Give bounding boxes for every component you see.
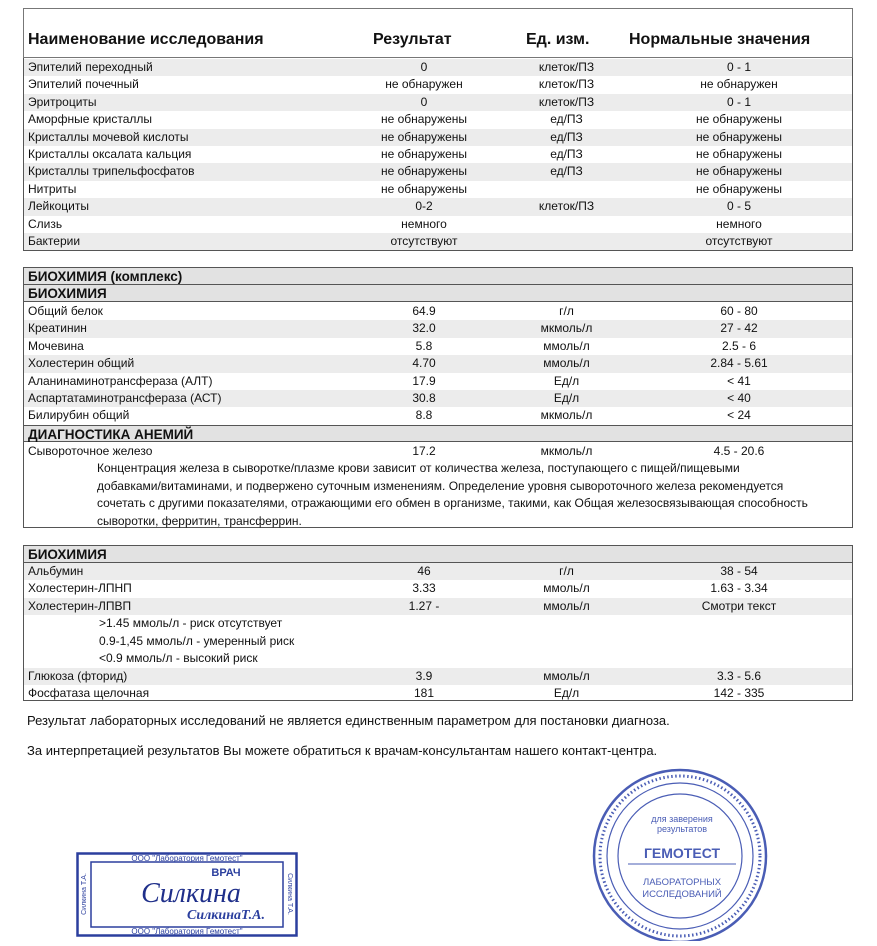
test-unit: мкмоль/л bbox=[540, 443, 593, 458]
round-stamp-line4: ИССЛЕДОВАНИЙ bbox=[642, 889, 722, 900]
test-norm: 0 - 5 bbox=[726, 199, 751, 214]
test-norm: 3.3 - 5.6 bbox=[716, 668, 762, 683]
hdl-risk-note: 0.9-1,45 ммоль/л - умеренный риск bbox=[99, 633, 295, 648]
table-row bbox=[24, 685, 852, 702]
test-name: Лейкоциты bbox=[28, 199, 90, 214]
test-name: Мочевина bbox=[28, 338, 84, 353]
test-name: Аспартатаминотрансфераза (АСТ) bbox=[28, 391, 222, 405]
test-result: 0-2 bbox=[415, 199, 433, 214]
round-stamp-brand: ГЕМОТЕСТ bbox=[643, 845, 721, 861]
footer-line-2: За интерпретацией результатов Вы можете обратиться к врачам-консультантам нашего контакт-центра. bbox=[27, 743, 658, 758]
test-norm: 27 - 42 bbox=[720, 321, 758, 336]
table-row bbox=[24, 59, 852, 76]
anemia-note-line: сыворотки, ферритин, трансферрин. bbox=[97, 513, 302, 528]
urine-table bbox=[23, 58, 853, 251]
table-row bbox=[24, 181, 852, 198]
test-result: 3.9 bbox=[415, 668, 433, 683]
table-row bbox=[24, 111, 852, 128]
round-stamp-line3: ЛАБОРАТОРНЫХ bbox=[642, 877, 722, 888]
table-row bbox=[24, 163, 852, 180]
lab-round-stamp bbox=[590, 766, 770, 941]
test-unit: Ед/л bbox=[553, 373, 580, 388]
test-result: 4.70 bbox=[412, 356, 436, 371]
test-unit: ммоль/л bbox=[543, 598, 590, 613]
table-row bbox=[24, 443, 852, 460]
test-norm: 2.5 - 6 bbox=[721, 338, 757, 353]
doctor-stamp-bottom: ООО "Лаборатория Гемотест" bbox=[131, 927, 243, 936]
doctor-stamp-side-right: Силкина Т.А. bbox=[286, 873, 293, 915]
test-result: 0 bbox=[420, 94, 428, 109]
test-norm: не обнаружены bbox=[695, 112, 783, 127]
test-unit: ммоль/л bbox=[543, 581, 590, 596]
header-unit: Ед. изм. bbox=[526, 31, 590, 48]
test-unit: ед/ПЗ bbox=[550, 164, 583, 179]
test-norm: 0 - 1 bbox=[726, 94, 751, 109]
test-result: отсутствуют bbox=[390, 234, 458, 248]
test-name: Бактерии bbox=[28, 234, 81, 248]
round-stamp-line1: для заверения bbox=[651, 814, 713, 824]
test-name: Холестерин-ЛПНП bbox=[28, 581, 132, 596]
table-row bbox=[24, 355, 852, 372]
test-unit: ед/ПЗ bbox=[550, 112, 583, 127]
biochemistry-title: БИОХИМИЯ bbox=[24, 285, 852, 302]
test-norm: 142 - 335 bbox=[713, 686, 765, 701]
table-row bbox=[24, 94, 852, 111]
test-result: 5.8 bbox=[415, 338, 433, 353]
test-name: Общий белок bbox=[28, 304, 103, 318]
test-norm: < 40 bbox=[727, 391, 751, 405]
test-norm: < 24 bbox=[727, 408, 751, 423]
test-unit: ед/ПЗ bbox=[550, 129, 583, 144]
test-result: 3.33 bbox=[412, 581, 436, 596]
test-result: не обнаружены bbox=[380, 112, 468, 127]
hdl-risk-note: <0.9 ммоль/л - высокий риск bbox=[99, 651, 258, 666]
test-result: 1.27 - bbox=[408, 598, 440, 613]
test-result: 30.8 bbox=[412, 391, 436, 405]
table-row bbox=[24, 580, 852, 597]
test-result: 32.0 bbox=[412, 321, 436, 336]
test-norm: Смотри текст bbox=[701, 598, 777, 613]
test-name: Эпителий почечный bbox=[28, 77, 139, 92]
test-unit: Ед/л bbox=[553, 391, 580, 405]
table-row bbox=[24, 598, 852, 615]
biochemistry-complex-title: БИОХИМИЯ (комплекс) bbox=[24, 268, 852, 285]
test-norm: 1.63 - 3.34 bbox=[710, 581, 768, 596]
test-name: Альбумин bbox=[28, 564, 84, 578]
test-result: 0 bbox=[420, 60, 428, 74]
test-norm: 2.84 - 5.61 bbox=[710, 356, 768, 371]
test-unit: клеток/ПЗ bbox=[538, 94, 595, 109]
test-result: 17.2 bbox=[412, 443, 436, 458]
test-norm: 0 - 1 bbox=[726, 60, 751, 74]
test-name: Эпителий переходный bbox=[28, 60, 153, 74]
anemia-note-line: добавками/витаминами, и подвержено суточным изменениям. Определение уровня сывороточного железа рекомендуется bbox=[97, 478, 784, 493]
test-norm: не обнаружен bbox=[700, 77, 778, 92]
table-row bbox=[24, 373, 852, 390]
table-row bbox=[24, 146, 852, 163]
test-unit: ммоль/л bbox=[543, 356, 590, 371]
test-result: 46 bbox=[417, 564, 431, 578]
table-row bbox=[24, 303, 852, 320]
test-result: немного bbox=[401, 216, 447, 231]
biochemistry-complex-section bbox=[23, 267, 853, 528]
test-result: не обнаружены bbox=[380, 147, 468, 161]
biochemistry-title-2: БИОХИМИЯ bbox=[24, 546, 852, 563]
anemia-note-line: Концентрация железа в сыворотке/плазме крови зависит от количества железа, поступающего с пищей/пищевыми bbox=[97, 461, 740, 476]
header-result: Результат bbox=[373, 31, 452, 48]
lab-round-stamp-graphic bbox=[590, 766, 770, 941]
anemia-diagnostics-title: ДИАГНОСТИКА АНЕМИЙ bbox=[24, 425, 852, 442]
test-name: Фосфатаза щелочная bbox=[28, 686, 150, 701]
header-name: Наименование исследования bbox=[28, 31, 264, 48]
test-norm: 4.5 - 20.6 bbox=[713, 443, 765, 458]
table-row bbox=[24, 233, 852, 250]
test-norm: 60 - 80 bbox=[720, 304, 758, 318]
table-row bbox=[24, 407, 852, 424]
test-name: Аморфные кристаллы bbox=[28, 112, 153, 127]
test-unit: ед/ПЗ bbox=[550, 147, 583, 161]
test-name: Кристаллы мочевой кислоты bbox=[28, 129, 189, 144]
header-box bbox=[23, 8, 853, 58]
table-row bbox=[24, 76, 852, 93]
test-norm: отсутствуют bbox=[705, 234, 773, 248]
test-name: Слизь bbox=[28, 216, 63, 231]
test-name: Эритроциты bbox=[28, 94, 97, 109]
doctor-signature: Силкина bbox=[141, 878, 241, 909]
test-norm: не обнаружены bbox=[695, 181, 783, 196]
test-name: Нитриты bbox=[28, 181, 77, 196]
header-norm: Нормальные значения bbox=[629, 31, 811, 48]
test-unit: мкмоль/л bbox=[540, 408, 593, 423]
test-result: 64.9 bbox=[412, 304, 436, 318]
footer-line-1: Результат лабораторных исследований не является единственным параметром для постановки диагноза. bbox=[27, 713, 670, 728]
test-result: не обнаружены bbox=[380, 164, 468, 179]
test-result: 17.9 bbox=[412, 373, 436, 388]
biochemistry-section-2 bbox=[23, 545, 853, 701]
test-norm: < 41 bbox=[727, 373, 751, 388]
test-result: не обнаружены bbox=[380, 129, 468, 144]
test-name: Сывороточное железо bbox=[28, 443, 153, 458]
table-row bbox=[24, 668, 852, 685]
test-name: Холестерин-ЛПВП bbox=[28, 598, 132, 613]
test-result: 8.8 bbox=[415, 408, 433, 423]
test-norm: 38 - 54 bbox=[720, 564, 758, 578]
test-unit: Ед/л bbox=[553, 686, 580, 701]
test-name: Аланинаминотрансфераза (АЛТ) bbox=[28, 373, 213, 388]
test-unit: г/л bbox=[559, 304, 574, 318]
test-norm: немного bbox=[716, 216, 762, 231]
table-row bbox=[24, 320, 852, 337]
test-name: Холестерин общий bbox=[28, 356, 135, 371]
doctor-stamp-graphic bbox=[76, 852, 298, 937]
test-name: Билирубин общий bbox=[28, 408, 130, 423]
test-name: Креатинин bbox=[28, 321, 87, 336]
test-result: 181 bbox=[413, 686, 435, 701]
table-row bbox=[24, 198, 852, 215]
doctor-stamp-title: ВРАЧ bbox=[211, 867, 241, 879]
doctor-stamp-name: СилкинаТ.А. bbox=[187, 908, 265, 923]
doctor-stamp-side-left: Силкина Т.А. bbox=[81, 873, 88, 915]
test-unit: клеток/ПЗ bbox=[538, 60, 595, 74]
table-row bbox=[24, 338, 852, 355]
table-row bbox=[24, 563, 852, 580]
round-stamp-line2: результатов bbox=[656, 824, 708, 834]
test-name: Кристаллы оксалата кальция bbox=[28, 147, 192, 161]
test-unit: клеток/ПЗ bbox=[538, 77, 595, 92]
table-row bbox=[24, 216, 852, 233]
test-norm: не обнаружены bbox=[695, 129, 783, 144]
test-name: Кристаллы трипельфосфатов bbox=[28, 164, 195, 179]
test-result: не обнаружены bbox=[380, 181, 468, 196]
test-name: Глюкоза (фторид) bbox=[28, 668, 128, 683]
table-row bbox=[24, 129, 852, 146]
anemia-note-line: сочетать с другими показателями, отражающими его обмен в организме, такими, как Общая железосвязывающая способность bbox=[97, 496, 808, 511]
doctor-stamp bbox=[76, 852, 298, 937]
hdl-risk-note: >1.45 ммоль/л - риск отсутствует bbox=[99, 616, 283, 631]
test-norm: не обнаружены bbox=[695, 147, 783, 161]
test-unit: мкмоль/л bbox=[540, 321, 593, 336]
test-unit: ммоль/л bbox=[543, 338, 590, 353]
table-row bbox=[24, 390, 852, 407]
test-result: не обнаружен bbox=[385, 77, 463, 92]
test-norm: не обнаружены bbox=[695, 164, 783, 179]
doctor-stamp-top: ООО "Лаборатория Гемотест" bbox=[131, 854, 243, 863]
test-unit: г/л bbox=[559, 564, 574, 578]
test-unit: ммоль/л bbox=[543, 668, 590, 683]
test-unit: клеток/ПЗ bbox=[538, 199, 595, 214]
